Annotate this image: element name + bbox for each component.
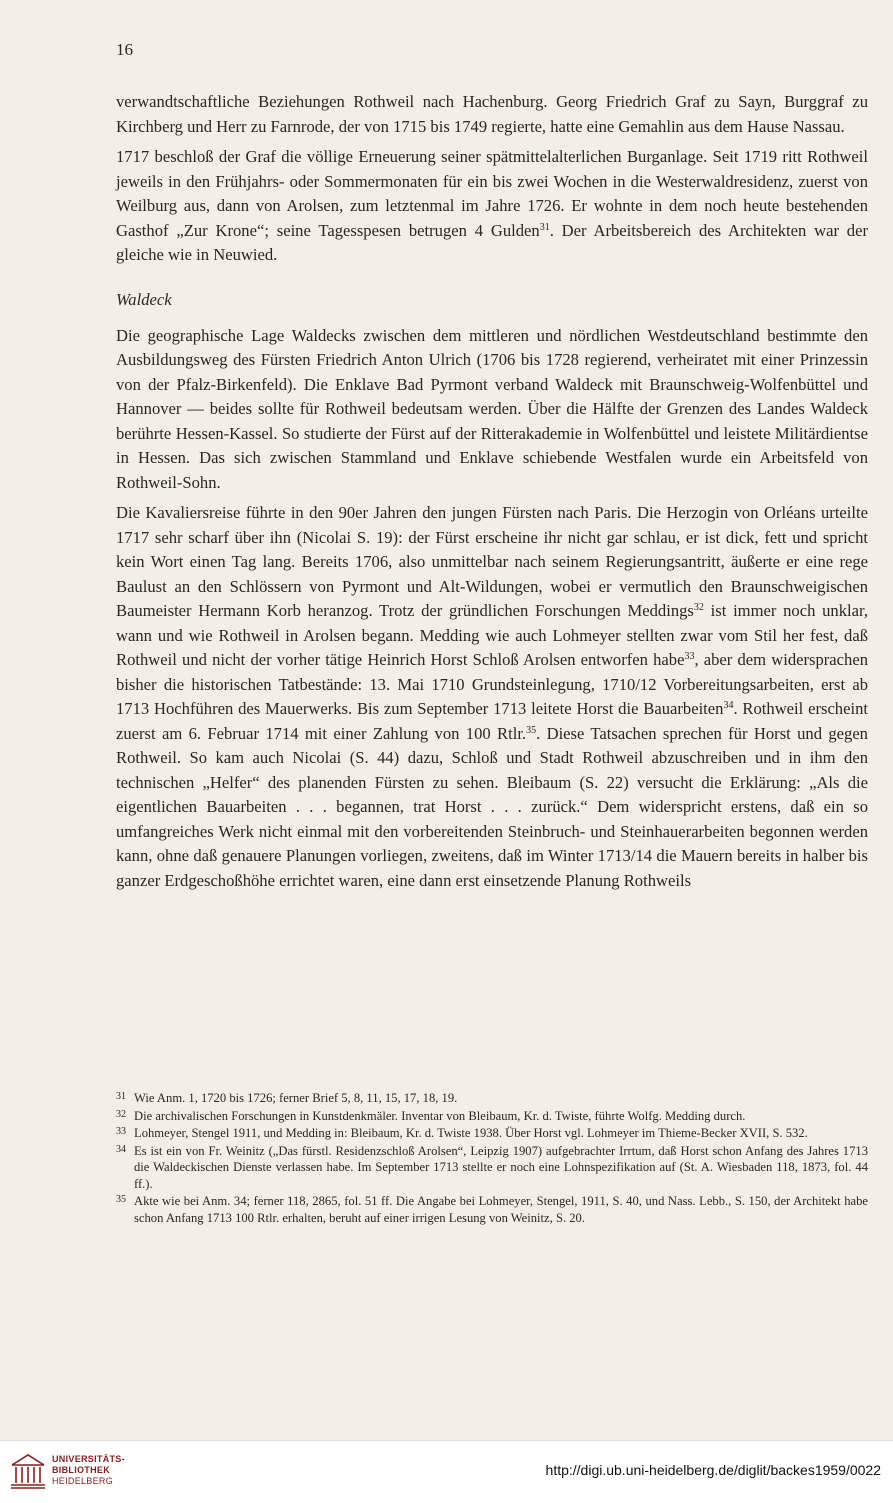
footnote-number: 31 bbox=[116, 1091, 126, 1102]
paragraph-2-text-b: . Der Arbeitsbereich des Architekten war der gleiche wie in Neuwied. bbox=[116, 220, 868, 264]
footnote-ref-33[interactable]: 33 bbox=[684, 651, 695, 662]
footnote-number: 35 bbox=[116, 1194, 126, 1205]
paragraph-4-text-b: ist immer noch unklar, wann und wie Rothweil in Arolsen begann. Medding wie auch Lohmeyer stellten zwar vom Stil her fest, daß Rothweil und nicht der vorher tätige Heinrich Horst Schloß Arolsen entworfen habe bbox=[116, 601, 868, 669]
footnote-ref-31[interactable]: 31 bbox=[539, 221, 550, 233]
footnote-text: Lohmeyer, Stengel 1911, und Medding in: Bleibaum, Kr. d. Twiste 1938. Über Horst vgl. Lohmeyer im Thieme-Becker XVII, S. 532. bbox=[134, 1126, 808, 1140]
footnote-number: 34 bbox=[116, 1143, 126, 1155]
footnote bbox=[116, 1125, 868, 1142]
paragraph-3: Die geographische Lage Waldecks zwischen dem mittleren und nördlichen Westdeutschland bestimmte den Ausbildungsweg des Fürsten Friedrich Anton Ulrich (1706 bis 1728 regierend, verheiratet mit einer Prinzessin von der Pfalz-Birkenfeld). Die Enklave Bad Pyrmont verband Waldeck mit Braunschweig-Wolfenbüttel und Hannover — beides sollte für Rothweil bedeutsam werden. Über die Hälfte der Grenzen des Landes Waldeck berührte Hessen-Kassel. So studierte der Fürst auf der Ritterakademie in Wolfenbüttel und leistete Militärdientse in Hessen. Das sich zwischen Stammland und Enklave schiebende Westfalen wurde ein Arbeitsfeld von Rothweil-Sohn. bbox=[116, 325, 868, 492]
library-name-line-3: HEIDELBERG bbox=[52, 1476, 114, 1486]
paragraph-4 bbox=[116, 501, 868, 893]
library-name[interactable] bbox=[52, 1454, 125, 1487]
section-heading-waldeck: Waldeck bbox=[116, 289, 172, 309]
footnote-ref-35[interactable]: 35 bbox=[526, 724, 537, 736]
footnote-ref-34[interactable]: 34 bbox=[723, 700, 734, 711]
footnote-text: Die archivalischen Forschungen in Kunstdenkmäler. Inventar von Bleibaum, Kr. d. Twiste, führte Wolfg. Medding durch. bbox=[134, 1108, 746, 1123]
page-url-link[interactable]: http://digi.ub.uni-heidelberg.de/diglit/backes1959/0022 bbox=[545, 1462, 881, 1478]
footnote-text: Es ist ein von Fr. Weinitz („Das fürstl. Residenzschloß Arolsen“, Leipzig 1907) aufgebrachter Irrtum, daß Horst schon Anfang des Jahres 1713 die Waldeckischen Dienste verlassen habe. Im September 1713 stellte er noch eine Lohnspezifikation auf (St. A. Wiesbaden 118, 1873, fol. 44 ff.). bbox=[134, 1143, 868, 1191]
footnote bbox=[116, 1143, 868, 1193]
footnote bbox=[116, 1193, 868, 1226]
page-number: 16 bbox=[116, 40, 133, 59]
paragraph-4-text-d: . Rothweil erscheint zuerst am 6. Februar 1714 mit einer Zahlung von 100 Rtlr. bbox=[116, 699, 868, 743]
footnotes bbox=[116, 1090, 868, 1227]
main-text bbox=[116, 90, 868, 899]
footnote-number: 33 bbox=[116, 1126, 126, 1137]
paragraph-4-text-c: , aber dem widersprachen bisher die historischen Tatbestände: 13. Mai 1710 Grundsteinlegung, 1710/12 Vorbereitungsarbeiten, erst ab 1713 Hochführen des Mauerwerks. Bis zum September 1713 leitete Horst die Bauarbeiten bbox=[116, 650, 868, 718]
footnote-text: Akte wie bei Anm. 34; ferner 118, 2865, fol. 51 ff. Die Angabe bei Lohmeyer, Stengel, 1911, S. 40, und Nass. Lebb., S. 150, der Architekt habe schon Anfang 1713 100 Rtlr. erhalten, beruht auf einer irrigen Lesung von Weinitz, S. 20. bbox=[134, 1194, 868, 1225]
paragraph-4-text-a: Die Kavaliersreise führte in den 90er Jahren den jungen Fürsten nach Paris. Die Herzogin von Orléans urteilte 1717 sehr scharf über ihn (Nicolai S. 19): der Fürst erscheine ihr nicht gar schlau, er ist dick, fett und spricht kein Wort einen Tag lang. Bereits 1706, also unmittelbar nach seinem Regierungsantritt, äußerte er eine rege Baulust an den Schlössern von Pyrmont und Alt-Wildungen, wobei er vermutlich den Braunschweigischen Baumeister Hermann Korb heranzog. Trotz der gründlichen Forschungen Meddings bbox=[116, 503, 868, 620]
paragraph-1: verwandtschaftliche Beziehungen Rothweil nach Hachenburg. Georg Friedrich Graf zu Sayn, Burggraf zu Kirchberg und Herr zu Farnrode, der von 1715 bis 1749 regierte, hatte eine Gemahlin aus dem Hause Nassau. bbox=[116, 92, 868, 136]
paragraph-2-text-a: 1717 beschloß der Graf die völlige Erneuerung seiner spätmittelalterlichen Burganlage. Seit 1719 ritt Rothweil jeweils in den Frühjahrs- oder Sommermonaten für ein bis zwei Wochen in die Westerwaldresidenz, zuerst von Weilburg aus, dann von Arolsen, zum letztenmal im Jahre 1726. Er wohnte in dem noch heute bestehenden Gasthof „Zur Krone“; seine Tagesspesen betrugen 4 Gulden bbox=[116, 147, 868, 240]
university-library-logo-icon[interactable] bbox=[8, 1451, 48, 1491]
paragraph-4-text-e: . Diese Tatsachen sprechen für Horst und gegen Rothweil. So kam auch Nicolai (S. 44) dazu, Schloß und Stadt Rothweil abzuschreiben und in ihm den technischen „Helfer“ des planenden Fürsten zu sehen. Bleibaum (S. 22) versucht die Erklärung: „Als die eigentlichen Bauarbeiten . . . begannen, trat Horst . . . zurück.“ Dem widerspricht erstens, daß ein so umfangreiches Werk nicht einmal mit den vorbereitenden Steinbruch- und Steinhauerarbeiten begonnen werden kann, ohne daß genauere Planungen vorliegen, zweitens, daß im Winter 1713/14 die Mauern bereits in halber bis ganzer Erdgeschoßhöhe errichtet waren, eine dann erst einsetzende Planung Rothweils bbox=[116, 723, 868, 890]
library-name-line-2: BIBLIOTHEK bbox=[52, 1465, 110, 1475]
library-footer bbox=[0, 1440, 893, 1503]
footnote-number: 32 bbox=[116, 1108, 126, 1120]
library-name-line-1: UNIVERSITÄTS- bbox=[52, 1454, 125, 1464]
footnote bbox=[116, 1090, 868, 1107]
footnote bbox=[116, 1108, 868, 1125]
footnote-ref-32[interactable]: 32 bbox=[693, 602, 704, 613]
paragraph-2 bbox=[116, 145, 868, 268]
footnote-text: Wie Anm. 1, 1720 bis 1726; ferner Brief 5, 8, 11, 15, 17, 18, 19. bbox=[134, 1091, 458, 1105]
